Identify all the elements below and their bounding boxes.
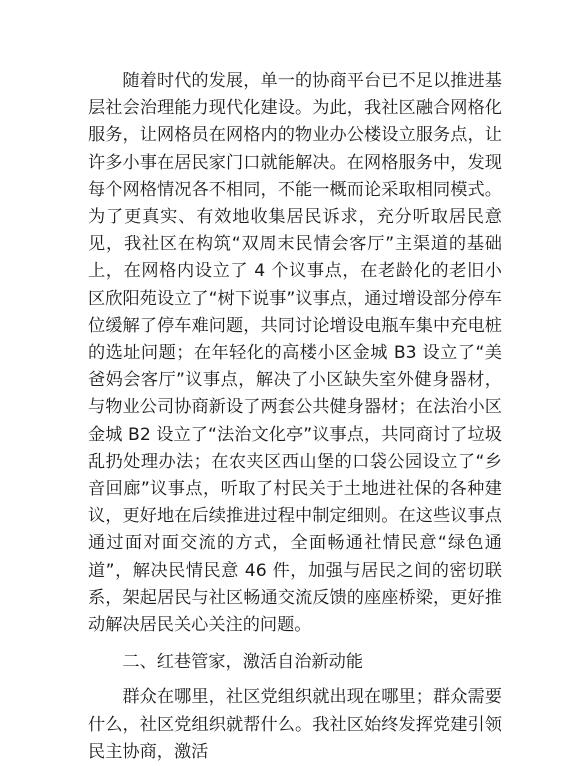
document-body <box>88 68 502 766</box>
section-heading: 二、红巷管家，激活自治新动能 <box>122 652 364 673</box>
body-paragraph-continued: 群众在哪里，社区党组织就出现在哪里；群众需要什么，社区党组织就帮什么。我社区始终发挥党建引领民主协商，激活 <box>88 687 502 762</box>
body-paragraph: 随着时代的发展，单一的协商平台已不足以推进基层社会治理能力现代化建设。为此，我社区融合网格化服务，让网格员在网格内的物业办公楼设立服务点，让许多小事在居民家门口就能解决。在网格服务中，发现每个网格情况各不相同，不能一概而论采取相同模式。为了更真实、有效地收集居民诉求，充分听取居民意见，我社区在构筑“双周末民情会客厅”主渠道的基础上，在网格内设立了 4 个议事点，在老龄化的老旧小区欣阳苑设立了“树下说事”议事点，通过增设部分停车位缓解了停车难问题，共同讨论增设电瓶车集中充电桩的选址问题；在年轻化的高楼小区金城 B3 设立了“美爸妈会客厅”议事点，解决了小区缺失室外健身器材，与物业公司协商新设了两套公共健身器材；在法治小区金城 B2 设立了“法治文化亭”议事点，共同商讨了垃圾乱扔处理办法；在农夹区西山堡的口袋公园设立了“乡音回廊”议事点，听取了村民关于土地进社保的各种建议，更好地在后续推进过程中制定细则。在这些议事点通过面对面交流的方式，全面畅通社情民意“绿色通道”，解决民情民意 46 件，加强与居民之间的密切联系，架起居民与社区畅通交流反馈的座座桥梁，更好推动解决居民关心关注的问题。 <box>88 71 502 636</box>
